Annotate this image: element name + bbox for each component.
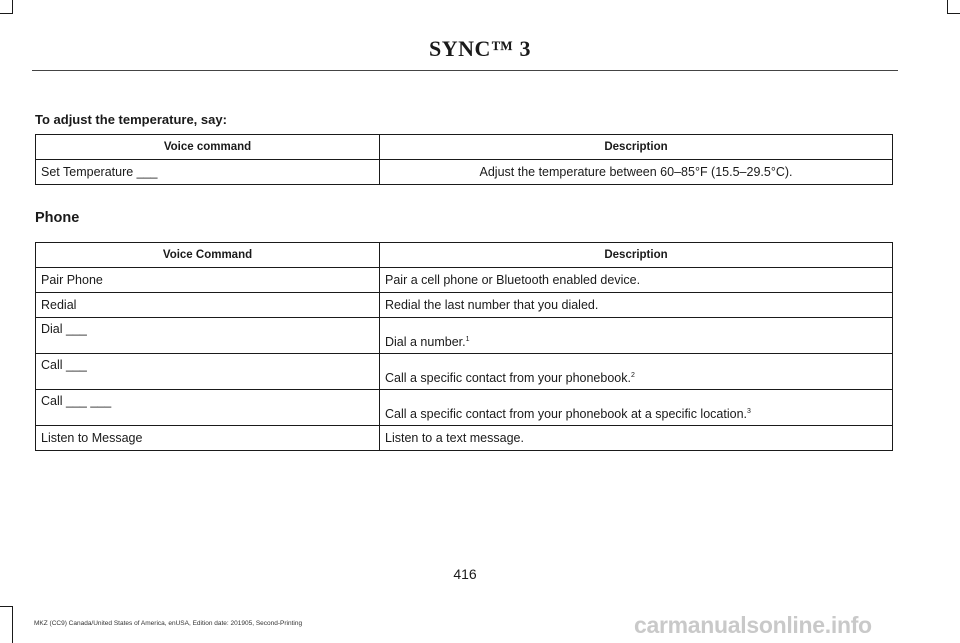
- description-cell: [380, 354, 893, 390]
- table-row: [36, 426, 893, 451]
- phone-voice-commands-table: [35, 242, 893, 451]
- table-row: [36, 390, 893, 426]
- description-text: Dial a number.: [385, 335, 466, 349]
- crop-mark: [0, 13, 13, 14]
- table-row: [36, 318, 893, 354]
- description-cell: Adjust the temperature between 60–85°F (15.5–29.5°C).: [380, 160, 893, 185]
- description-cell: [380, 268, 893, 293]
- footer-edition-info: MKZ (CC9) Canada/United States of America, enUSA, Edition date: 201905, Second-Printing: [34, 620, 303, 627]
- table-row: [36, 293, 893, 318]
- crop-mark: [0, 606, 13, 607]
- crop-mark: [947, 13, 960, 14]
- description-text: Call a specific contact from your phonebook at a specific location.: [385, 407, 747, 421]
- footnote-marker: 3: [747, 407, 751, 415]
- table-row: [36, 160, 893, 185]
- command-cell: Call ___ ___: [36, 390, 380, 426]
- header-divider: [32, 70, 898, 71]
- footnote-marker: 2: [630, 371, 635, 379]
- table-header-row: [36, 135, 893, 160]
- description-cell: [380, 426, 893, 451]
- column-header-command: Voice Command: [36, 243, 380, 268]
- description-text: Pair a cell phone or Bluetooth enabled device.: [385, 273, 641, 287]
- column-header-command: Voice command: [36, 135, 380, 160]
- phone-section-title: Phone: [35, 210, 80, 226]
- command-cell: Call ___: [36, 354, 380, 390]
- column-header-description: Description: [380, 243, 893, 268]
- description-cell: [380, 293, 893, 318]
- command-cell: Pair Phone: [36, 268, 380, 293]
- table-row: [36, 354, 893, 390]
- description-cell: [380, 318, 893, 354]
- description-text: Call a specific contact from your phonebook.: [385, 371, 631, 385]
- footnote-marker: 1: [465, 335, 470, 343]
- crop-mark: [12, 606, 13, 643]
- description-text: Redial the last number that you dialed.: [385, 298, 599, 312]
- crop-mark: [12, 0, 13, 14]
- description-text: Listen to a text message.: [385, 431, 524, 445]
- description-cell: [380, 390, 893, 426]
- page-header-title: SYNC™ 3: [429, 36, 531, 61]
- watermark: carmanualsonline.info: [634, 612, 872, 638]
- command-cell: Dial ___: [36, 318, 380, 354]
- table-row: [36, 268, 893, 293]
- command-cell: Redial: [36, 293, 380, 318]
- command-cell: Set Temperature ___: [36, 160, 380, 185]
- climate-voice-commands-table: [35, 134, 893, 185]
- table-header-row: [36, 243, 893, 268]
- column-header-description: Description: [380, 135, 893, 160]
- command-cell: Listen to Message: [36, 426, 380, 451]
- climate-intro: To adjust the temperature, say:: [35, 112, 227, 127]
- page-number: 416: [453, 566, 477, 582]
- crop-mark: [947, 0, 948, 14]
